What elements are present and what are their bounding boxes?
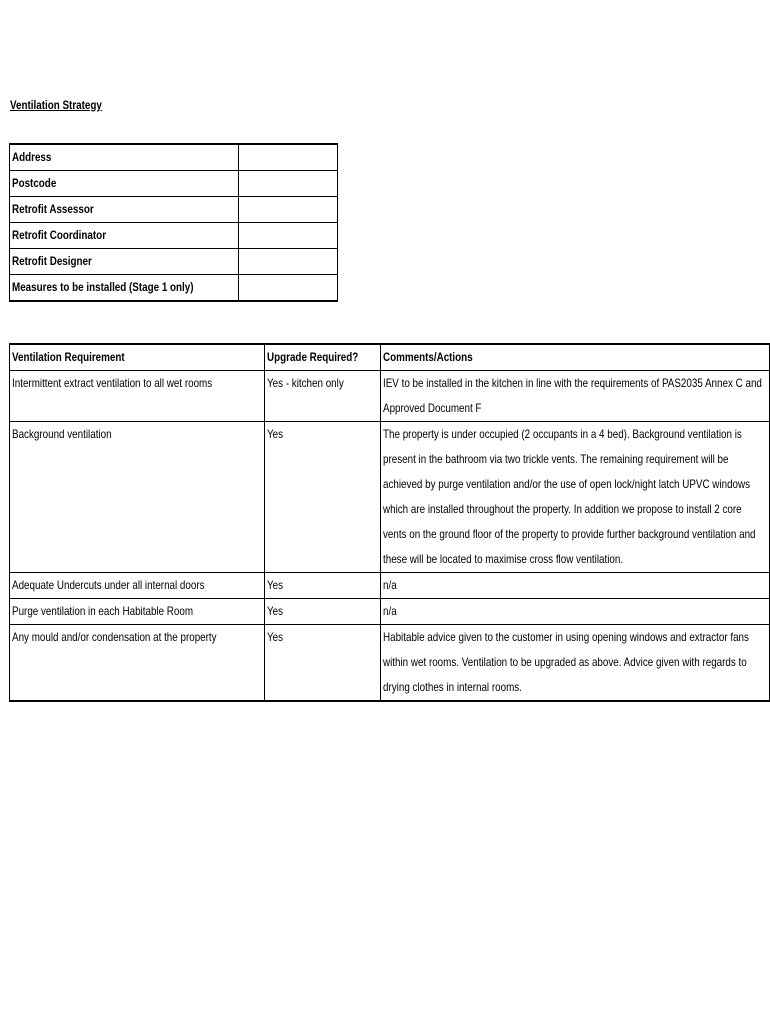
table-row: [10, 275, 338, 302]
info-label-postcode: Postcode: [12, 176, 57, 190]
requirement-text: Purge ventilation in each Habitable Room: [12, 604, 194, 618]
info-value-cell-measures[interactable]: [239, 275, 338, 302]
upgrade-cell: [264, 625, 380, 702]
info-value-cell-retrofit-assessor[interactable]: [239, 197, 338, 223]
upgrade-text: Yes: [266, 578, 283, 592]
table-row: [10, 197, 338, 223]
requirement-cell: [10, 422, 265, 573]
comments-text: n/a: [382, 604, 397, 618]
header-cell: [380, 344, 769, 371]
info-label-retrofit-designer: Retrofit Designer: [12, 254, 92, 268]
header-upgrade-required: Upgrade Required?: [266, 350, 358, 364]
requirement-text: Adequate Undercuts under all internal doors: [12, 578, 205, 592]
comments-cell: [380, 573, 769, 599]
comments-cell: [380, 625, 769, 702]
upgrade-text: Yes: [266, 604, 283, 618]
upgrade-cell: [264, 573, 380, 599]
table-row: [10, 573, 770, 599]
info-label-cell: [10, 197, 239, 223]
requirement-cell: [10, 625, 265, 702]
ventilation-requirements-table: [9, 343, 770, 702]
info-label-cell: [10, 171, 239, 197]
table-row: [10, 422, 770, 573]
info-value-cell-retrofit-coordinator[interactable]: [239, 223, 338, 249]
upgrade-cell: [264, 371, 380, 422]
document-title: Ventilation Strategy: [10, 98, 102, 112]
info-label-measures: Measures to be installed (Stage 1 only): [12, 280, 194, 294]
requirement-text: Intermittent extract ventilation to all wet rooms: [12, 376, 213, 390]
header-comments-actions: Comments/Actions: [382, 350, 473, 364]
comments-text: n/a: [382, 578, 397, 592]
table-header-row: [10, 344, 770, 371]
comments-cell: [380, 422, 769, 573]
info-label-retrofit-coordinator: Retrofit Coordinator: [12, 228, 107, 242]
info-value-cell-postcode[interactable]: [239, 171, 338, 197]
info-label-cell: [10, 223, 239, 249]
upgrade-text: Yes: [266, 630, 283, 644]
requirement-text: Any mould and/or condensation at the property: [12, 630, 217, 644]
upgrade-text: Yes: [266, 427, 283, 441]
header-cell: [264, 344, 380, 371]
table-row: [10, 144, 338, 171]
comments-cell: [380, 371, 769, 422]
info-value-cell-address[interactable]: [239, 144, 338, 171]
comments-text: The property is under occupied (2 occupants in a 4 bed). Background ventilation is present in the bathroom via two trickle vents. The remaining requirement will be achieved by purge ventilation and/or the use of open lock/night latch UPVC windows which are installed throughout the property. In addition we propose to install 2 core vents on the ground floor of the property to provide further background ventilation and these will be located to maximise cross flow ventilation.: [382, 427, 756, 566]
table-row: [10, 599, 770, 625]
info-label-cell: [10, 144, 239, 171]
requirement-cell: [10, 573, 265, 599]
comments-text: IEV to be installed in the kitchen in line with the requirements of PAS2035 Annex C and Approved Document F: [382, 376, 762, 415]
comments-cell: [380, 599, 769, 625]
table-row: [10, 625, 770, 702]
requirement-cell: [10, 371, 265, 422]
header-cell: [10, 344, 265, 371]
requirement-cell: [10, 599, 265, 625]
comments-text: Habitable advice given to the customer in using opening windows and extractor fans within wet rooms. Ventilation to be upgraded as above. Advice given with regards to drying clothes in internal rooms.: [382, 630, 749, 694]
upgrade-cell: [264, 422, 380, 573]
requirement-text: Background ventilation: [12, 427, 112, 441]
table-row: [10, 171, 338, 197]
upgrade-text: Yes - kitchen only: [266, 376, 344, 390]
header-ventilation-requirement: Ventilation Requirement: [12, 350, 125, 364]
table-row: [10, 223, 338, 249]
table-row: [10, 249, 338, 275]
info-label-cell: [10, 249, 239, 275]
info-label-retrofit-assessor: Retrofit Assessor: [12, 202, 94, 216]
upgrade-cell: [264, 599, 380, 625]
info-label-cell: [10, 275, 239, 302]
info-value-cell-retrofit-designer[interactable]: [239, 249, 338, 275]
table-row: [10, 371, 770, 422]
property-info-table: [9, 143, 338, 302]
info-label-address: Address: [12, 150, 52, 164]
